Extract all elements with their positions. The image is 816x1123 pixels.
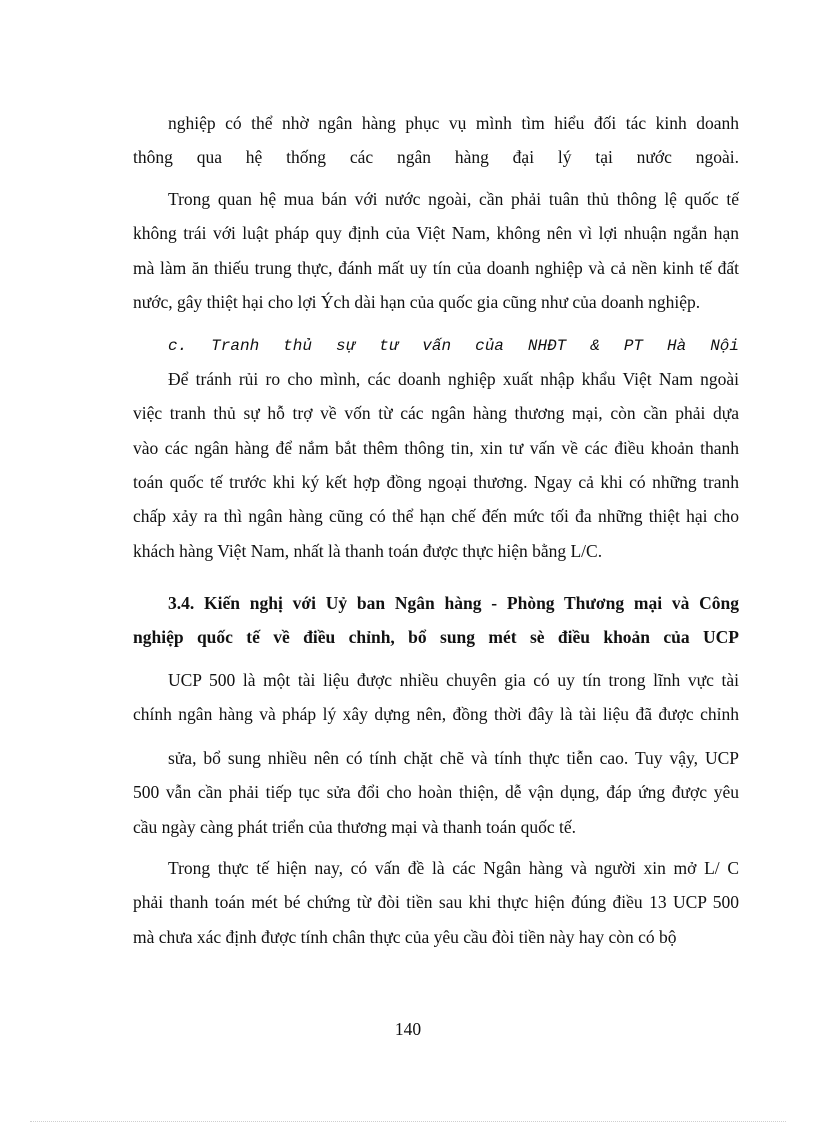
text-line: việc tranh thủ sự hỗ trợ về vốn từ các ngân hàng thương mại, còn cần phải dựa bbox=[133, 403, 739, 423]
text-line: Trong quan hệ mua bán với nước ngoài, cần phải tuân thủ thông lệ quốc tế bbox=[168, 189, 739, 209]
text-line: phải thanh toán mét bé chứng từ đòi tiền sau khi thực hiện đúng điều 13 UCP 500 bbox=[133, 892, 739, 912]
text-line: thông qua hệ thống các ngân hàng đại lý tại nước ngoài. bbox=[133, 147, 739, 167]
subsection-heading: c. Tranh thủ sự tư vấn của NHĐT & PT Hà Nội bbox=[168, 337, 739, 355]
text-line: Trong thực tế hiện nay, có vấn đề là các Ngân hàng và người xin mở L/ C bbox=[168, 858, 739, 878]
text-line: chính ngân hàng và pháp lý xây dựng nên, đồng thời đây là tài liệu đã được chỉnh bbox=[133, 704, 739, 724]
section-heading: nghiệp quốc tế về điều chỉnh, bổ sung mét sè điều khoản của UCP bbox=[133, 627, 739, 647]
text-line: khách hàng Việt Nam, nhất là thanh toán được thực hiện bằng L/C. bbox=[133, 541, 603, 561]
text-line: mà chưa xác định được tính chân thực của yêu cầu đòi tiền này hay còn có bộ bbox=[133, 927, 677, 947]
text-line: mà làm ăn thiếu trung thực, đánh mất uy tín của doanh nghiệp và cả nền kinh tế đất bbox=[133, 258, 739, 278]
section-heading: 3.4. Kiến nghị với Uỷ ban Ngân hàng - Phòng Thương mại và Công bbox=[168, 593, 739, 613]
text-line: Để tránh rủi ro cho mình, các doanh nghiệp xuất nhập khẩu Việt Nam ngoài bbox=[168, 369, 739, 389]
text-line: không trái với luật pháp quy định của Việt Nam, không nên vì lợi nhuận ngắn hạn bbox=[133, 223, 739, 243]
text-line: chấp xảy ra thì ngân hàng cũng có thể hạn chế đến mức tối đa những thiệt hại cho bbox=[133, 506, 739, 526]
text-line: toán quốc tế trước khi ký kết hợp đồng ngoại thương. Ngay cả khi có những tranh bbox=[133, 472, 739, 492]
text-line: nghiệp có thể nhờ ngân hàng phục vụ mình tìm hiểu đối tác kinh doanh bbox=[168, 113, 739, 133]
text-line: cầu ngày càng phát triển của thương mại và thanh toán quốc tế. bbox=[133, 817, 576, 837]
text-line: 500 vẫn cần phải tiếp tục sửa đổi cho hoàn thiện, dễ vận dụng, đáp ứng được yêu bbox=[133, 782, 739, 802]
page-number: 140 bbox=[394, 1019, 422, 1039]
text-line: sửa, bổ sung nhiều nên có tính chặt chẽ và tính thực tiễn cao. Tuy vậy, UCP bbox=[168, 748, 739, 768]
text-line: nước, gây thiệt hại cho lợi Ých dài hạn của quốc gia cũng như của doanh nghiệp. bbox=[133, 292, 701, 312]
text-line: UCP 500 là một tài liệu được nhiều chuyên gia có uy tín trong lĩnh vực tài bbox=[168, 670, 739, 690]
page-bottom-rule bbox=[30, 1121, 786, 1122]
text-line: vào các ngân hàng để nắm bắt thêm thông tin, xin tư vấn về các điều khoản thanh bbox=[133, 438, 739, 458]
